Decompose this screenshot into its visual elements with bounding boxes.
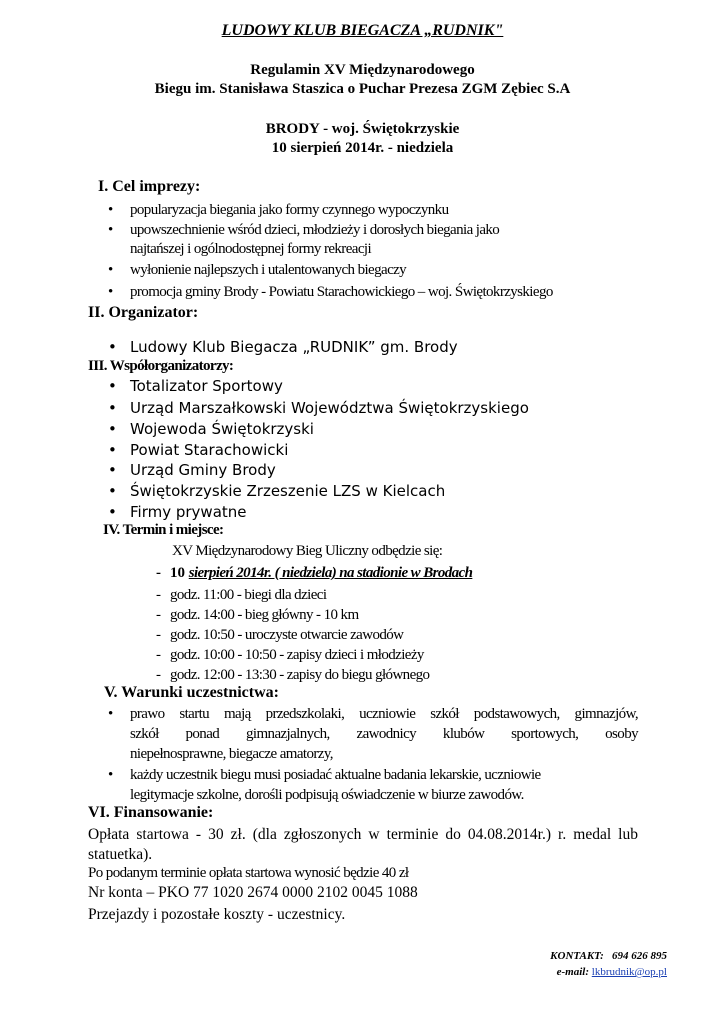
- list-item: • prawo startu mają przedszkolaki, uczniowie szkół podstawowych, gimnazjów,: [130, 706, 638, 723]
- regulation-title-line2: Biegu im. Stanisława Staszica o Puchar Prezesa ZGM Zębiec S.A: [154, 81, 571, 97]
- list-item: • Świętokrzyskie Zrzeszenie LZS w Kielcach: [130, 482, 445, 500]
- list-item: • Urząd Marszałkowski Województwa Świętokrzyskiego: [130, 399, 529, 417]
- email-label: e-mail:: [556, 966, 590, 978]
- list-item: • upowszechnienie wśród dzieci, młodzieży i dorosłych biegania jako: [130, 222, 499, 239]
- section-2-title: II. Organizator:: [88, 304, 199, 321]
- section-4-title: IV. Termin i miejsce:: [103, 522, 224, 538]
- termin-date-place: sierpień 2014r. ( niedziela) na stadionie w Brodach: [188, 565, 473, 581]
- section-6-title: VI. Finansowanie:: [88, 804, 214, 821]
- list-item-continuation: niepełnosprawne, biegacze amatorzy,: [130, 746, 333, 762]
- list-item: • każdy uczestnik biegu musi posiadać aktualne badania lekarskie, uczniowie: [130, 767, 541, 784]
- event-date: 10 sierpień 2014r. - niedziela: [271, 140, 454, 156]
- contact-label: KONTAKT:: [550, 950, 604, 962]
- section-5-title: V. Warunki uczestnictwa:: [104, 684, 279, 701]
- list-item: • Urząd Gminy Brody: [130, 461, 276, 479]
- list-item: • Firmy prywatne: [130, 503, 247, 521]
- termin-date-day: 10: [170, 565, 185, 581]
- list-item-continuation: legitymacje szkolne, dorośli podpisują oświadczenie w biurze zawodów.: [130, 787, 524, 803]
- phone-number: 694 626 895: [612, 950, 667, 962]
- termin-date: [170, 565, 472, 582]
- termin-intro: XV Międzynarodowy Bieg Uliczny odbędzie się:: [172, 543, 443, 559]
- schedule-item: - godz. 10:00 - 10:50 - zapisy dzieci i młodzieży: [170, 647, 424, 664]
- section-1-title: I. Cel imprezy:: [98, 178, 201, 195]
- fee-line: Opłata startowa - 30 zł. (dla zgłoszonych w terminie do 04.08.2014r.) r. medal lub: [88, 826, 638, 843]
- club-title: LUDOWY KLUB BIEGACZA „RUDNIK": [221, 22, 504, 39]
- list-item: • Wojewoda Świętokrzyski: [130, 420, 314, 438]
- contact-email: [557, 966, 667, 978]
- contact-phone: [550, 950, 667, 962]
- regulation-title-line1: Regulamin XV Międzynarodowego: [250, 62, 475, 78]
- section-3-title: III. Współorganizatorzy:: [88, 358, 234, 374]
- list-item: • Ludowy Klub Biegacza „RUDNIK” gm. Brody: [130, 338, 458, 356]
- schedule-item: - godz. 11:00 - biegi dla dzieci: [170, 587, 326, 604]
- schedule-item: - godz. 10:50 - uroczyste otwarcie zawodów: [170, 627, 403, 644]
- list-item: • Powiat Starachowicki: [130, 441, 288, 459]
- list-item-continuation: szkół ponad gimnazjalnych, zawodnicy klubów sportowych, osoby: [130, 726, 638, 742]
- email-link[interactable]: lkbrudnik@op.pl: [591, 966, 667, 978]
- list-item-continuation: najtańszej i ogólnodostępnej formy rekreacji: [130, 241, 372, 257]
- fee-line: statuetka).: [88, 846, 153, 863]
- list-item: • popularyzacja biegania jako formy czynnego wypoczynku: [130, 202, 448, 219]
- schedule-item: - godz. 14:00 - bieg główny - 10 km: [170, 607, 359, 624]
- schedule-item: - godz. 12:00 - 13:30 - zapisy do biegu głównego: [170, 667, 429, 684]
- list-item: • Totalizator Sportowy: [130, 377, 283, 395]
- fee-late-line: Po podanym terminie opłata startowa wynosić będzie 40 zł: [88, 865, 409, 881]
- bank-account: Nr konta – PKO 77 1020 2674 0000 2102 0045 1088: [88, 884, 418, 901]
- list-item: • wyłonienie najlepszych i utalentowanych biegaczy: [130, 262, 406, 279]
- event-place: BRODY - woj. Świętokrzyskie: [265, 121, 460, 137]
- list-item: • promocja gminy Brody - Powiatu Starachowickiego – woj. Świętokrzyskiego: [130, 284, 553, 301]
- costs-line: Przejazdy i pozostałe koszty - uczestnicy.: [88, 906, 346, 923]
